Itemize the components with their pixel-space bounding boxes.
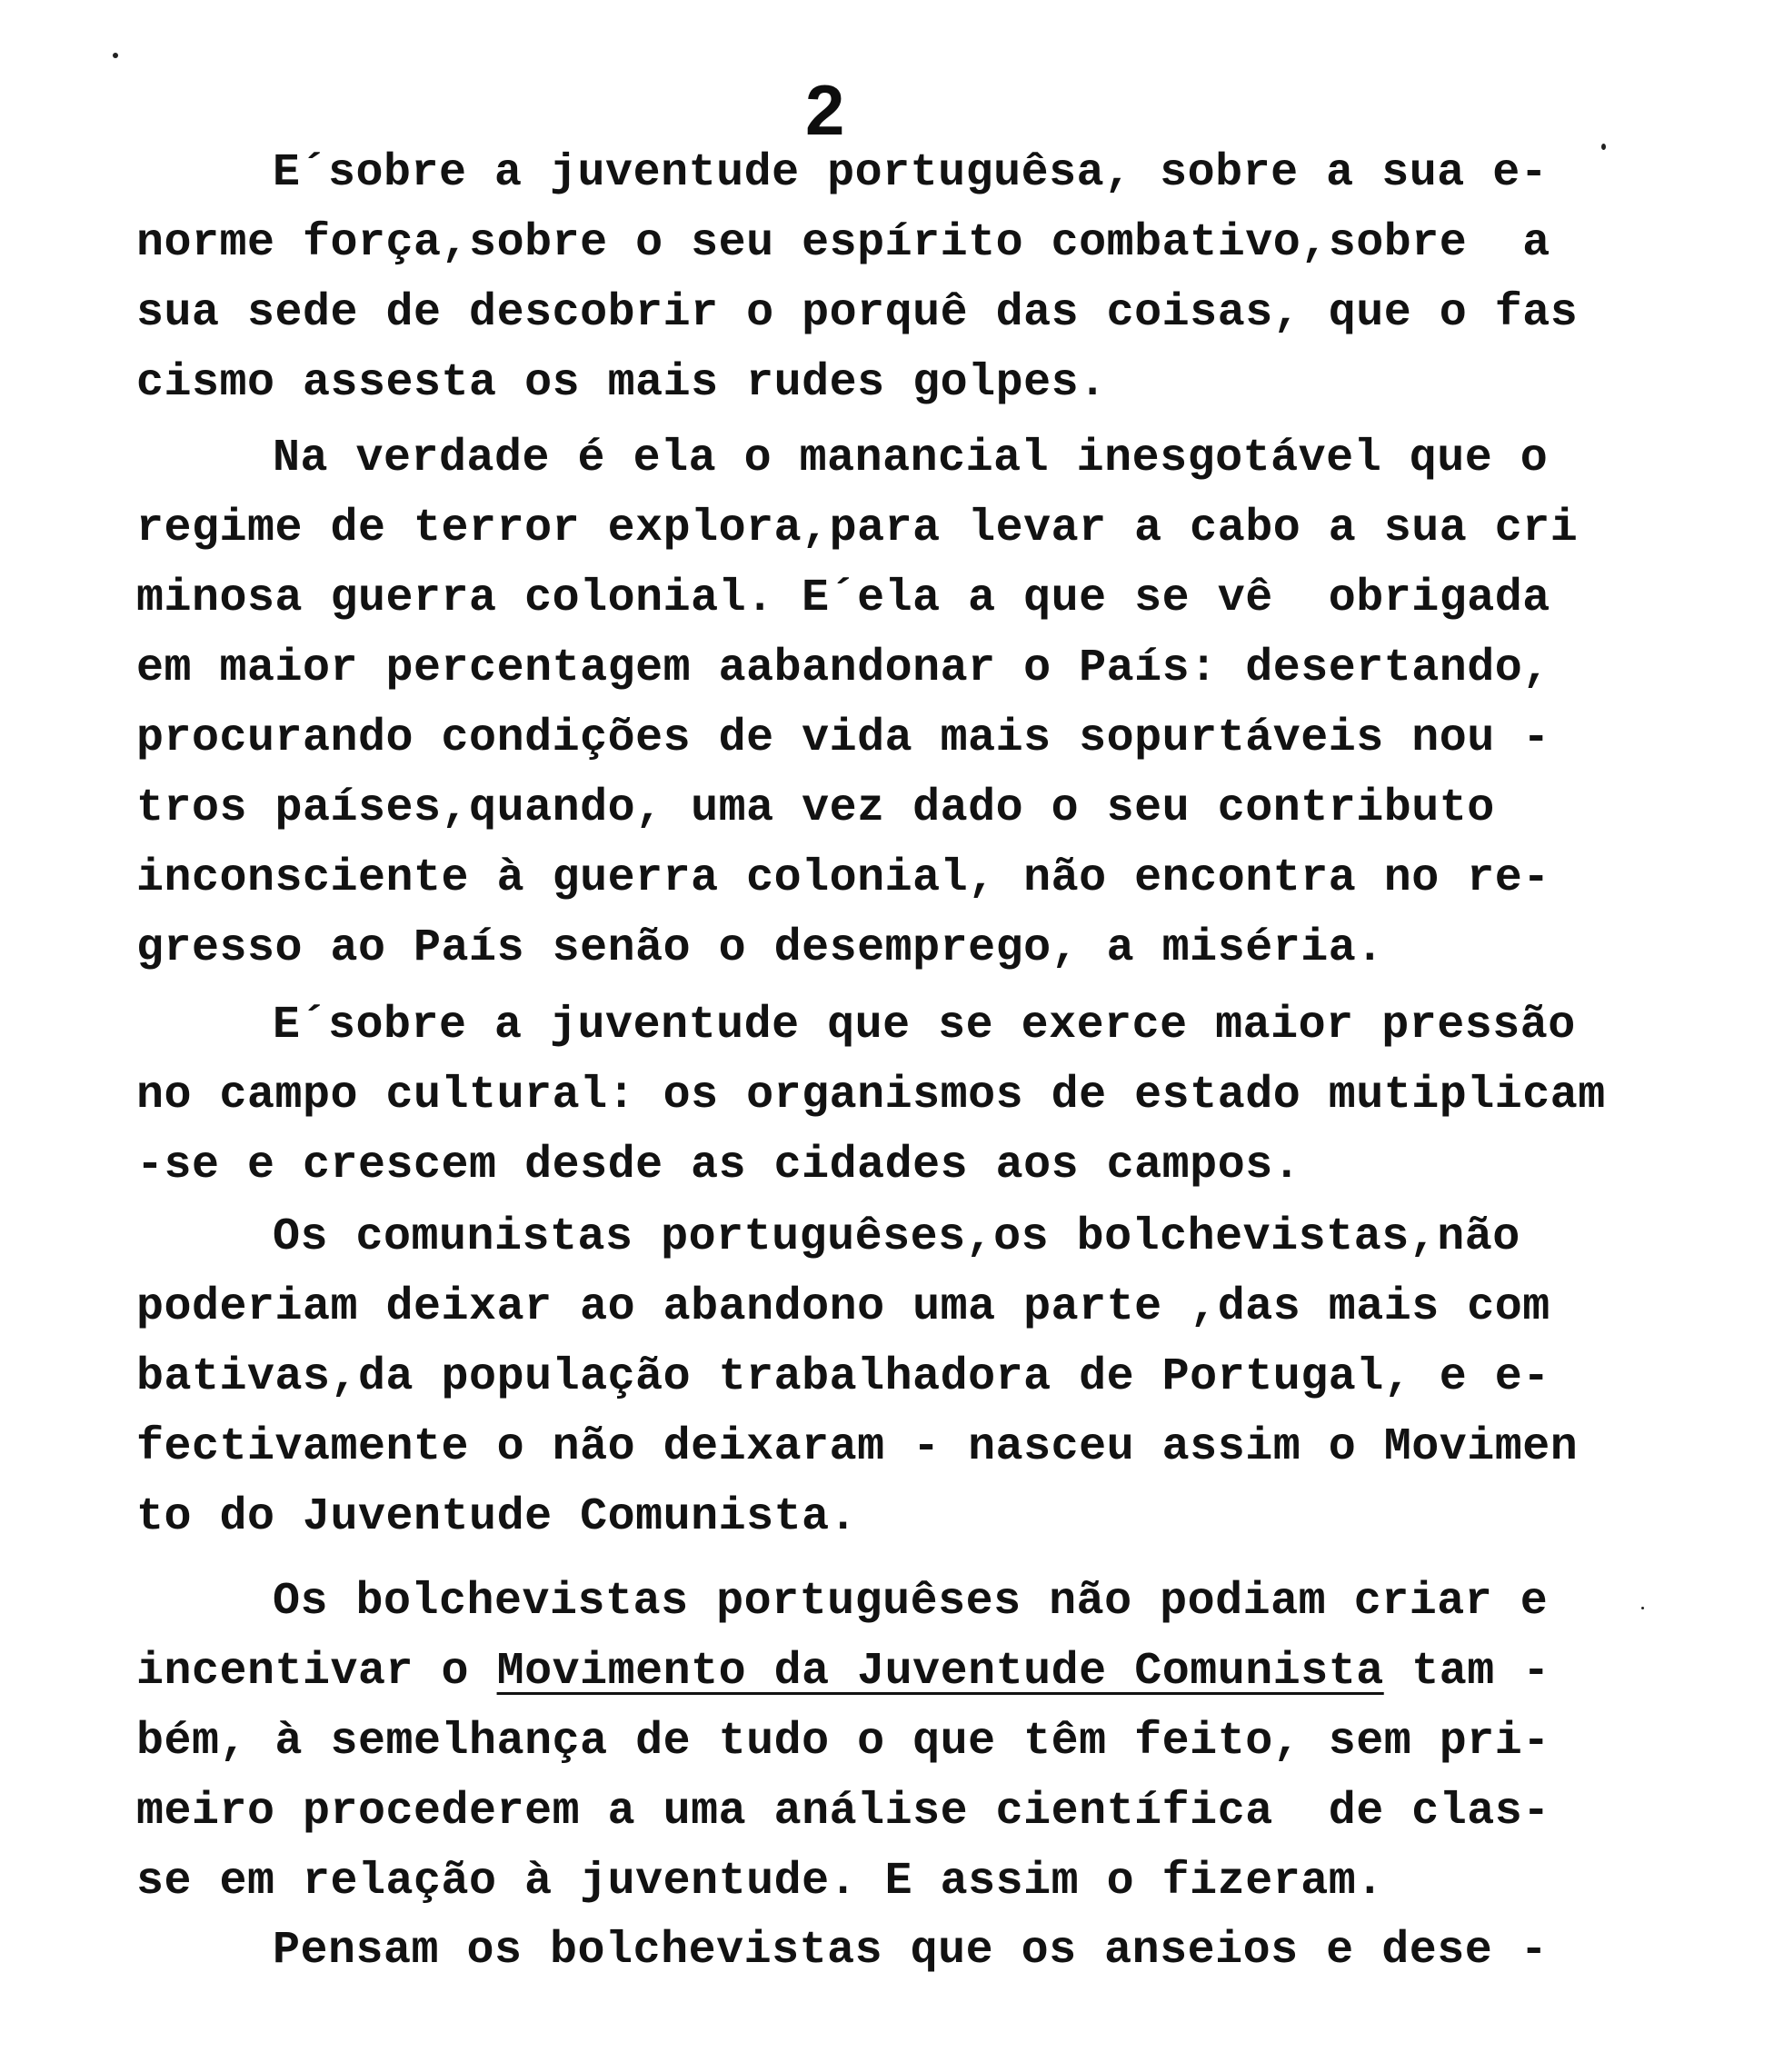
text-line: bém, à semelhança de tudo o que têm feito, sem pri-	[136, 1716, 1550, 1768]
paragraph-5	[136, 1567, 1636, 1917]
text-line: sua sede de descobrir o porquê das coisas, que o fas	[136, 287, 1579, 339]
paragraph-6	[136, 1916, 1636, 1986]
text-line: Os bolchevistas portuguêses não podiam criar e	[273, 1576, 1549, 1628]
text-line: fectivamente o não deixaram - nasceu assim o Movimen	[136, 1421, 1579, 1473]
text-line: -se e crescem desde as cidades aos campos.	[136, 1140, 1301, 1191]
text-fragment: incentivar o	[136, 1646, 497, 1698]
text-line: gresso ao País senão o desemprego, a miséria.	[136, 922, 1384, 974]
text-line: inconsciente à guerra colonial, não encontra no re-	[136, 852, 1550, 904]
text-line: E´sobre a juventude portuguêsa, sobre a sua e-	[273, 147, 1549, 199]
scan-speck	[113, 53, 118, 58]
paragraph-1	[136, 138, 1636, 418]
text-line: tros países,quando, uma vez dado o seu contributo	[136, 782, 1495, 834]
scan-speck	[1601, 144, 1606, 150]
text-line: E´sobre a juventude que se exerce maior pressão	[273, 1000, 1576, 1051]
underlined-title: Movimento da Juventude Comunista	[496, 1646, 1384, 1698]
text-line: bativas,da população trabalhadora de Portugal, e e-	[136, 1351, 1550, 1403]
paragraph-4	[136, 1202, 1636, 1552]
text-line: no campo cultural: os organismos de estado mutiplicam	[136, 1070, 1606, 1121]
text-line: norme força,sobre o seu espírito combativo,sobre a	[136, 217, 1550, 269]
text-line: procurando condições de vida mais sopurtáveis nou -	[136, 712, 1550, 764]
text-line: Os comunistas portuguêses,os bolchevistas,não	[273, 1211, 1520, 1263]
text-line: meiro procederem a uma análise científica de clas-	[136, 1786, 1550, 1838]
page-number: 2	[805, 70, 845, 150]
text-line: regime de terror explora,para levar a cabo a sua cri	[136, 503, 1579, 554]
text-line: em maior percentagem aabandonar o País: desertando,	[136, 643, 1550, 694]
text-line: poderiam deixar ao abandono uma parte ,das mais com	[136, 1281, 1550, 1333]
paragraph-3	[136, 991, 1636, 1200]
text-line	[136, 1637, 1636, 1707]
paragraph-2	[136, 423, 1636, 983]
text-line: se em relação à juventude. E assim o fizeram.	[136, 1856, 1384, 1908]
text-fragment: tam -	[1383, 1646, 1550, 1698]
text-line: Pensam os bolchevistas que os anseios e dese -	[273, 1925, 1549, 1977]
text-line: to do Juventude Comunista.	[136, 1491, 858, 1543]
text-line: cismo assesta os mais rudes golpes.	[136, 357, 1107, 409]
text-line: minosa guerra colonial. E´ela a que se vê obrigada	[136, 573, 1550, 624]
scan-speck	[1641, 1607, 1644, 1609]
text-line: Na verdade é ela o manancial inesgotável que o	[273, 433, 1549, 484]
